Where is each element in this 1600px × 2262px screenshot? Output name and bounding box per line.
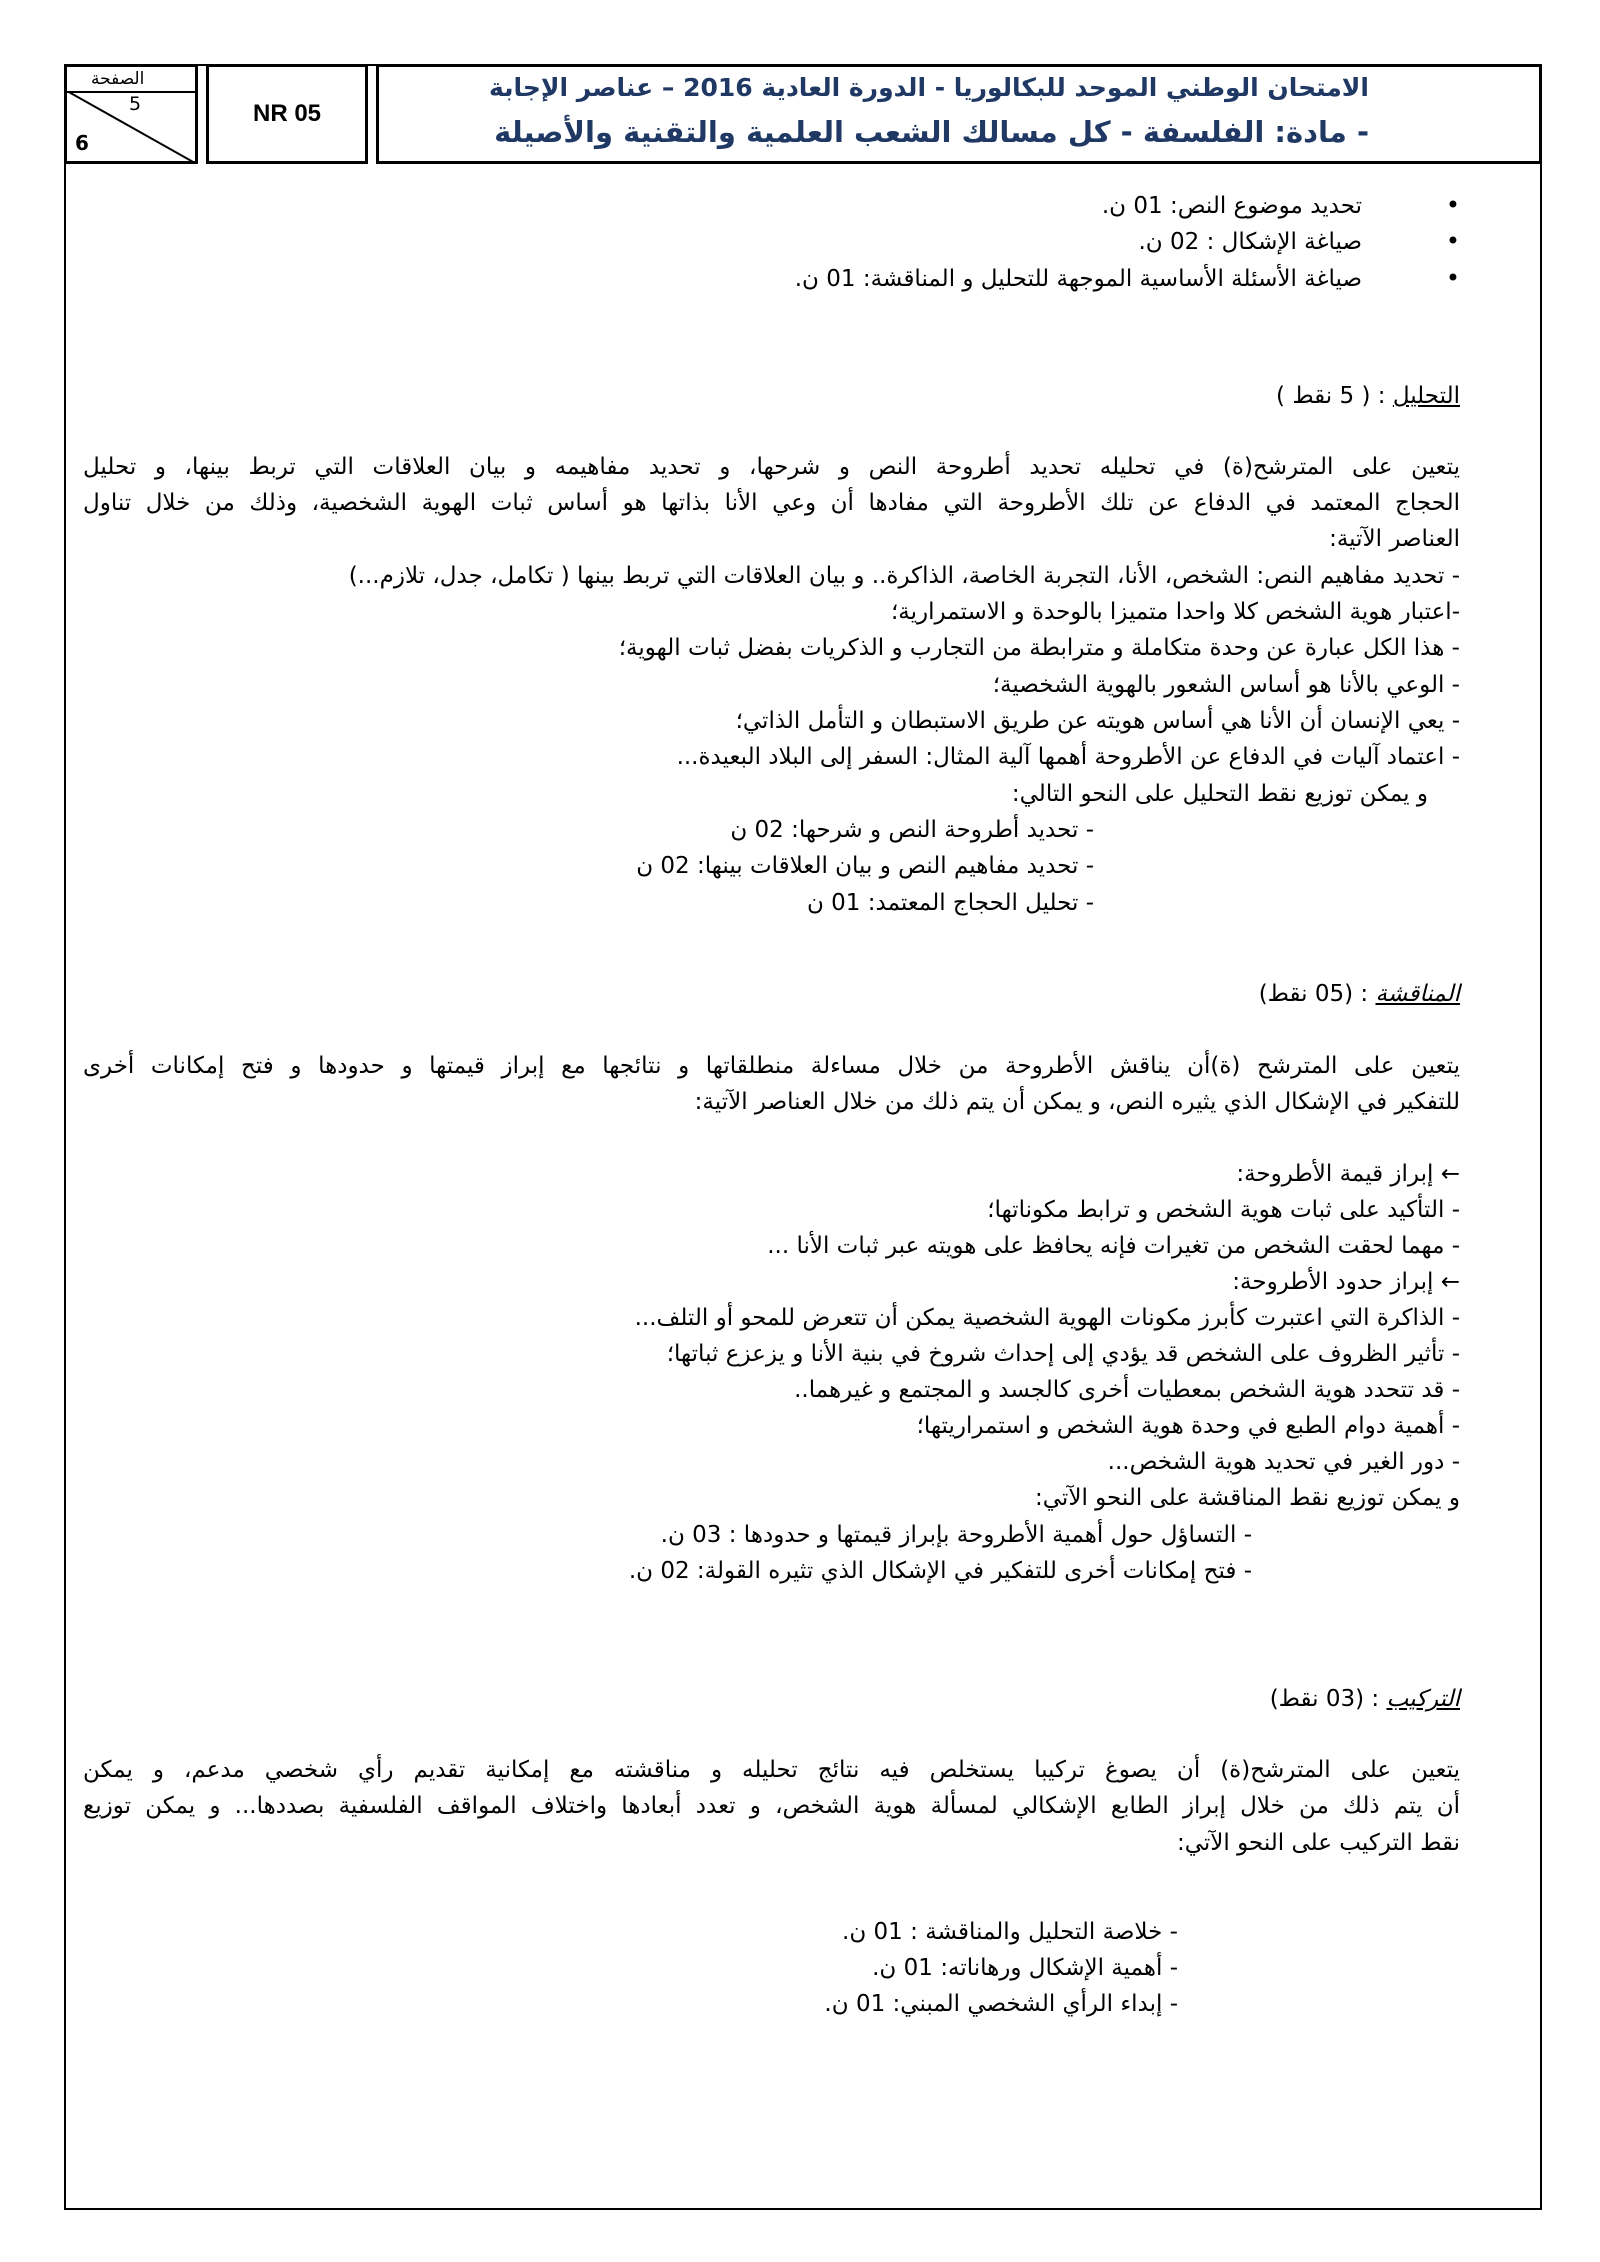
discussion-value-item: - التأكيد على ثبات هوية الشخص و ترابط مكوناتها؛ bbox=[987, 1197, 1460, 1223]
analysis-paragraph-line: يتعين على المترشح(ة) في تحليله تحديد أطروحة النص و شرحها، و تحديد مفاهيمه و بيان العلاقات التي تربط بينها، و تحليل bbox=[83, 454, 1460, 480]
discussion-distribution-item: - التساؤل حول أهمية الأطروحة بإبراز قيمتها و حدودها : 03 ن. bbox=[660, 1522, 1252, 1548]
discussion-paragraph-line: يتعين على المترشح (ة)أن يناقش الأطروحة من خلال مساءلة منطلقاتها و نتائجها مع إبراز قيمتها و حدودها و فتح إمكانات أخرى bbox=[83, 1053, 1460, 1079]
page-total: 6 bbox=[75, 131, 89, 155]
page-number-box bbox=[64, 64, 198, 164]
intro-bullet: • صياغة الإشكال : 02 ن. bbox=[1138, 229, 1362, 257]
synthesis-paragraph-line: نقط التركيب على النحو الآتي: bbox=[1176, 1830, 1460, 1856]
analysis-item: -اعتبار هوية الشخص كلا واحدا متميزا بالوحدة و الاستمرارية؛ bbox=[890, 599, 1460, 625]
analysis-item: - تحديد مفاهيم النص: الشخص، الأنا، التجربة الخاصة، الذاكرة.. و بيان العلاقات التي تربط بينها ( تكامل، جدل، تلازم...) bbox=[348, 563, 1460, 589]
analysis-paragraph-line: العناصر الآتية: bbox=[1329, 526, 1460, 552]
exam-code: NR 05 bbox=[252, 100, 322, 127]
synthesis-distribution-item: - إبداء الرأي الشخصي المبني: 01 ن. bbox=[824, 1991, 1178, 2017]
exam-title-line1: الامتحان الوطني الموحد للبكالوريا - الدورة العادية 2016 – عناصر الإجابة bbox=[488, 73, 1369, 102]
synthesis-title: التركيب bbox=[1386, 1686, 1460, 1712]
exam-header bbox=[64, 64, 1542, 164]
analysis-heading bbox=[1276, 383, 1460, 411]
discussion-heading bbox=[1259, 981, 1460, 1009]
analysis-item: - يعي الإنسان أن الأنا هي أساس هويته عن طريق الاستبطان و التأمل الذاتي؛ bbox=[735, 708, 1460, 734]
discussion-distribution-intro: و يمكن توزيع نقط المناقشة على النحو الآتي: bbox=[1035, 1485, 1460, 1511]
exam-code-box bbox=[206, 64, 368, 164]
synthesis-points: : (03 نقط) bbox=[1269, 1686, 1380, 1712]
discussion-limits-heading: ← إبراز حدود الأطروحة: bbox=[1232, 1269, 1460, 1295]
discussion-value-item: - مهما لحقت الشخص من تغيرات فإنه يحافظ على هويته عبر ثبات الأنا ... bbox=[767, 1233, 1460, 1259]
analysis-item: - الوعي بالأنا هو أساس الشعور بالهوية الشخصية؛ bbox=[992, 672, 1460, 698]
analysis-item: - هذا الكل عبارة عن وحدة متكاملة و مترابطة من التجارب و الذكريات بفضل ثبات الهوية؛ bbox=[618, 635, 1460, 661]
analysis-paragraph-line: الحجاج المعتمد في الدفاع عن تلك الأطروحة التي مفادها أن وعي الأنا بذاتها هو أساس ثبات الهوية الشخصية، وذلك من خلال تناول bbox=[83, 490, 1460, 516]
exam-title-line2: - مادة: الفلسفة - كل مسالك الشعب العلمية والتقنية والأصيلة bbox=[494, 115, 1369, 149]
discussion-limits-item: - تأثير الظروف على الشخص قد يؤدي إلى إحداث شروخ في بنية الأنا و يزعزع ثباتها؛ bbox=[666, 1341, 1460, 1367]
discussion-title: المناقشة bbox=[1375, 981, 1460, 1007]
discussion-value-heading: ← إبراز قيمة الأطروحة: bbox=[1236, 1161, 1460, 1187]
discussion-limits-item: - أهمية دوام الطبع في وحدة هوية الشخص و استمراريتها؛ bbox=[916, 1413, 1460, 1439]
synthesis-distribution-item: - أهمية الإشكال ورهاناته: 01 ن. bbox=[872, 1955, 1178, 1981]
synthesis-paragraph-line: يتعين على المترشح(ة) أن يصوغ تركيبا يستخلص فيه نتائج تحليله و مناقشته مع إمكانية تقديم رأي شخصي مدعم، و يمكن bbox=[83, 1757, 1460, 1783]
analysis-distribution-item: - تحليل الحجاج المعتمد: 01 ن bbox=[806, 890, 1094, 916]
exam-title-box bbox=[376, 64, 1542, 164]
analysis-distribution-item: - تحديد مفاهيم النص و بيان العلاقات بينها: 02 ن bbox=[636, 853, 1094, 879]
analysis-distribution-item: - تحديد أطروحة النص و شرحها: 02 ن bbox=[730, 817, 1094, 843]
synthesis-heading bbox=[1270, 1686, 1460, 1714]
analysis-points: : ( 5 نقط ) bbox=[1276, 383, 1386, 409]
analysis-distribution-intro: و يمكن توزيع نقط التحليل على النحو التالي: bbox=[1011, 781, 1428, 807]
analysis-item: - اعتماد آليات في الدفاع عن الأطروحة أهمها آلية المثال: السفر إلى البلاد البعيدة... bbox=[676, 744, 1460, 770]
discussion-distribution-item: - فتح إمكانات أخرى للتفكير في الإشكال الذي تثيره القولة: 02 ن. bbox=[628, 1558, 1252, 1584]
synthesis-distribution-item: - خلاصة التحليل والمناقشة : 01 ن. bbox=[842, 1919, 1178, 1945]
analysis-title: التحليل bbox=[1392, 383, 1460, 409]
synthesis-paragraph-line: أن يتم ذلك من خلال إبراز الطابع الإشكالي لمسألة هوية الشخص، و تعدد أبعادها واختلاف المواقف الفلسفية بصددها... و يمكن توزيع bbox=[83, 1793, 1460, 1819]
discussion-limits-item: - قد تتحدد هوية الشخص بمعطيات أخرى كالجسد و المجتمع و غيرهما.. bbox=[794, 1377, 1460, 1403]
page-current: 5 bbox=[129, 93, 142, 115]
page-label: الصفحة bbox=[91, 69, 145, 89]
intro-bullet: • صياغة الأسئلة الأساسية الموجهة للتحليل و المناقشة: 01 ن. bbox=[795, 266, 1362, 294]
discussion-limits-item: - دور الغير في تحديد هوية الشخص... bbox=[1107, 1449, 1460, 1475]
discussion-points: : (05 نقط) bbox=[1258, 981, 1369, 1007]
discussion-paragraph-line: للتفكير في الإشكال الذي يثيره النص، و يمكن أن يتم ذلك من خلال العناصر الآتية: bbox=[694, 1089, 1460, 1115]
discussion-limits-item: - الذاكرة التي اعتبرت كأبرز مكونات الهوية الشخصية يمكن أن تتعرض للمحو أو التلف... bbox=[634, 1305, 1460, 1331]
intro-bullet: • تحديد موضوع النص: 01 ن. bbox=[1102, 193, 1362, 221]
